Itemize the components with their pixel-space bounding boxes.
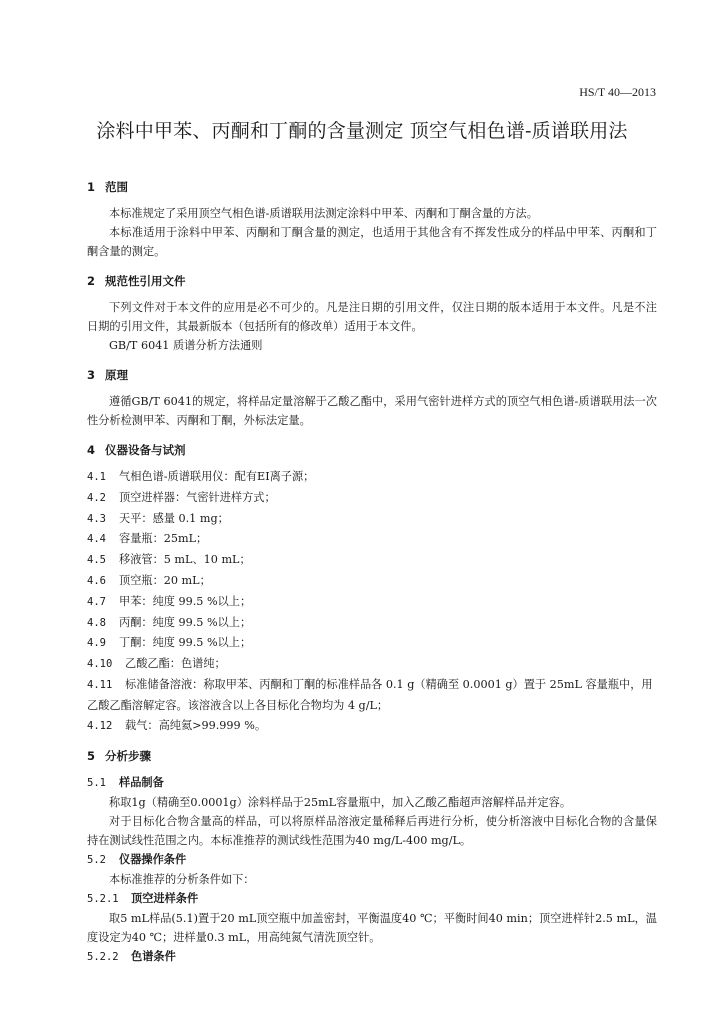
list-item: 4.1 气相色谱-质谱联用仪：配有EI离子源； [87, 470, 315, 483]
standard-code: HS/T 40—2013 [579, 85, 656, 99]
paragraph: 对于目标化合物含量高的样品，可以将原样品溶液定量稀释后再进行分析，使分析溶液中目标化合物的含量保持在测试线性范围之内。本标准推荐的测试线性范围为40 mg/L-400 mg/L。 [87, 815, 657, 848]
subsection-heading: 5.1 样品制备 [87, 776, 164, 790]
section-number: 2 [87, 274, 96, 288]
paragraph: 本标准推荐的分析条件如下： [109, 873, 255, 887]
list-item: 4.8 丙酮：纯度 99.5 %以上； [87, 615, 252, 629]
section-title: 仪器设备与试剂 [105, 443, 186, 457]
subsection-heading: 5.2.1 顶空进样条件 [87, 892, 199, 906]
section-number: 3 [87, 368, 96, 382]
list-item: 4.2 顶空进样器：气密针进样方式； [87, 490, 276, 504]
page-title: 涂料中甲苯、丙酮和丁酮的含量测定 顶空气相色谱-质谱联用法 [96, 120, 628, 142]
reference-entry: GB/T 6041 质谱分析方法通则 [109, 339, 263, 352]
section-title: 规范性引用文件 [105, 274, 186, 288]
list-item: 4.10 乙酸乙酯：色谱纯； [87, 657, 226, 671]
section-number: 1 [87, 180, 96, 194]
subsection-heading: 5.2 仪器操作条件 [87, 853, 187, 867]
subsection-heading: 5.2.2 色谱条件 [87, 950, 176, 964]
list-item: 4.5 移液管：5 mL、10 mL； [87, 553, 251, 567]
section-number: 4 [87, 443, 96, 457]
paragraph: 下列文件对于本文件的应用是必不可少的。凡是注日期的引用文件，仅注日期的版本适用于本文件。凡是不注日期的引用文件，其最新版本（包括所有的修改单）适用于本文件。 [87, 301, 657, 333]
list-item: 4.3 天平：感量 0.1 mg； [87, 511, 229, 525]
section-heading [87, 745, 657, 767]
list-item: 4.4 容量瓶：25mL； [87, 532, 208, 546]
section-heading [87, 439, 657, 461]
list-item: 4.12 载气：高纯氦>99.999 %。 [87, 718, 267, 732]
list-item: 4.9 丁酮：纯度 99.5 %以上； [87, 636, 252, 650]
list-item: 4.7 甲苯：纯度 99.5 %以上； [87, 594, 252, 608]
section-title: 分析步骤 [105, 749, 151, 764]
section-number: 5 [87, 749, 96, 764]
paragraph: 取5 mL样品(5.1)置于20 mL顶空瓶中加盖密封，平衡温度40 ℃；平衡时间40 min；顶空进样针2.5 mL，温度设定为40 ℃；进样量0.3 mL，用高纯氮气清洗顶空针。 [87, 912, 657, 945]
list-item: 4.11 标准储备溶液：称取甲苯、丙酮和丁酮的标准样品各 0.1 g（精确至 0.0001 g）置于 25mL 容量瓶中，用乙酸乙酯溶解定容。该溶液含以上各目标化合物均为 4 g/L； [87, 677, 653, 712]
list-item: 4.6 顶空瓶：20 mL； [87, 573, 211, 587]
section-heading [87, 176, 657, 198]
paragraph: 本标准规定了采用顶空气相色谱-质谱联用法测定涂料中甲苯、丙酮和丁酮含量的方法。 [109, 207, 538, 220]
section-heading [87, 270, 657, 292]
paragraph: 遵循GB/T 6041的规定，将样品定量溶解于乙酸乙酯中，采用气密针进样方式的顶空气相色谱-质谱联用法一次性分析检测甲苯、丙酮和丁酮，外标法定量。 [87, 395, 657, 427]
paragraph: 本标准适用于涂料中甲苯、丙酮和丁酮含量的测定，也适用于其他含有不挥发性成分的样品中甲苯、丙酮和丁酮含量的测定。 [87, 226, 657, 258]
section-title: 原理 [105, 368, 128, 382]
section-title: 范围 [105, 180, 128, 194]
section-heading [87, 364, 657, 386]
paragraph: 称取1g（精确至0.0001g）涂料样品于25mL容量瓶中，加入乙酸乙酯超声溶解样品并定容。 [109, 796, 572, 810]
document-body [87, 176, 657, 967]
